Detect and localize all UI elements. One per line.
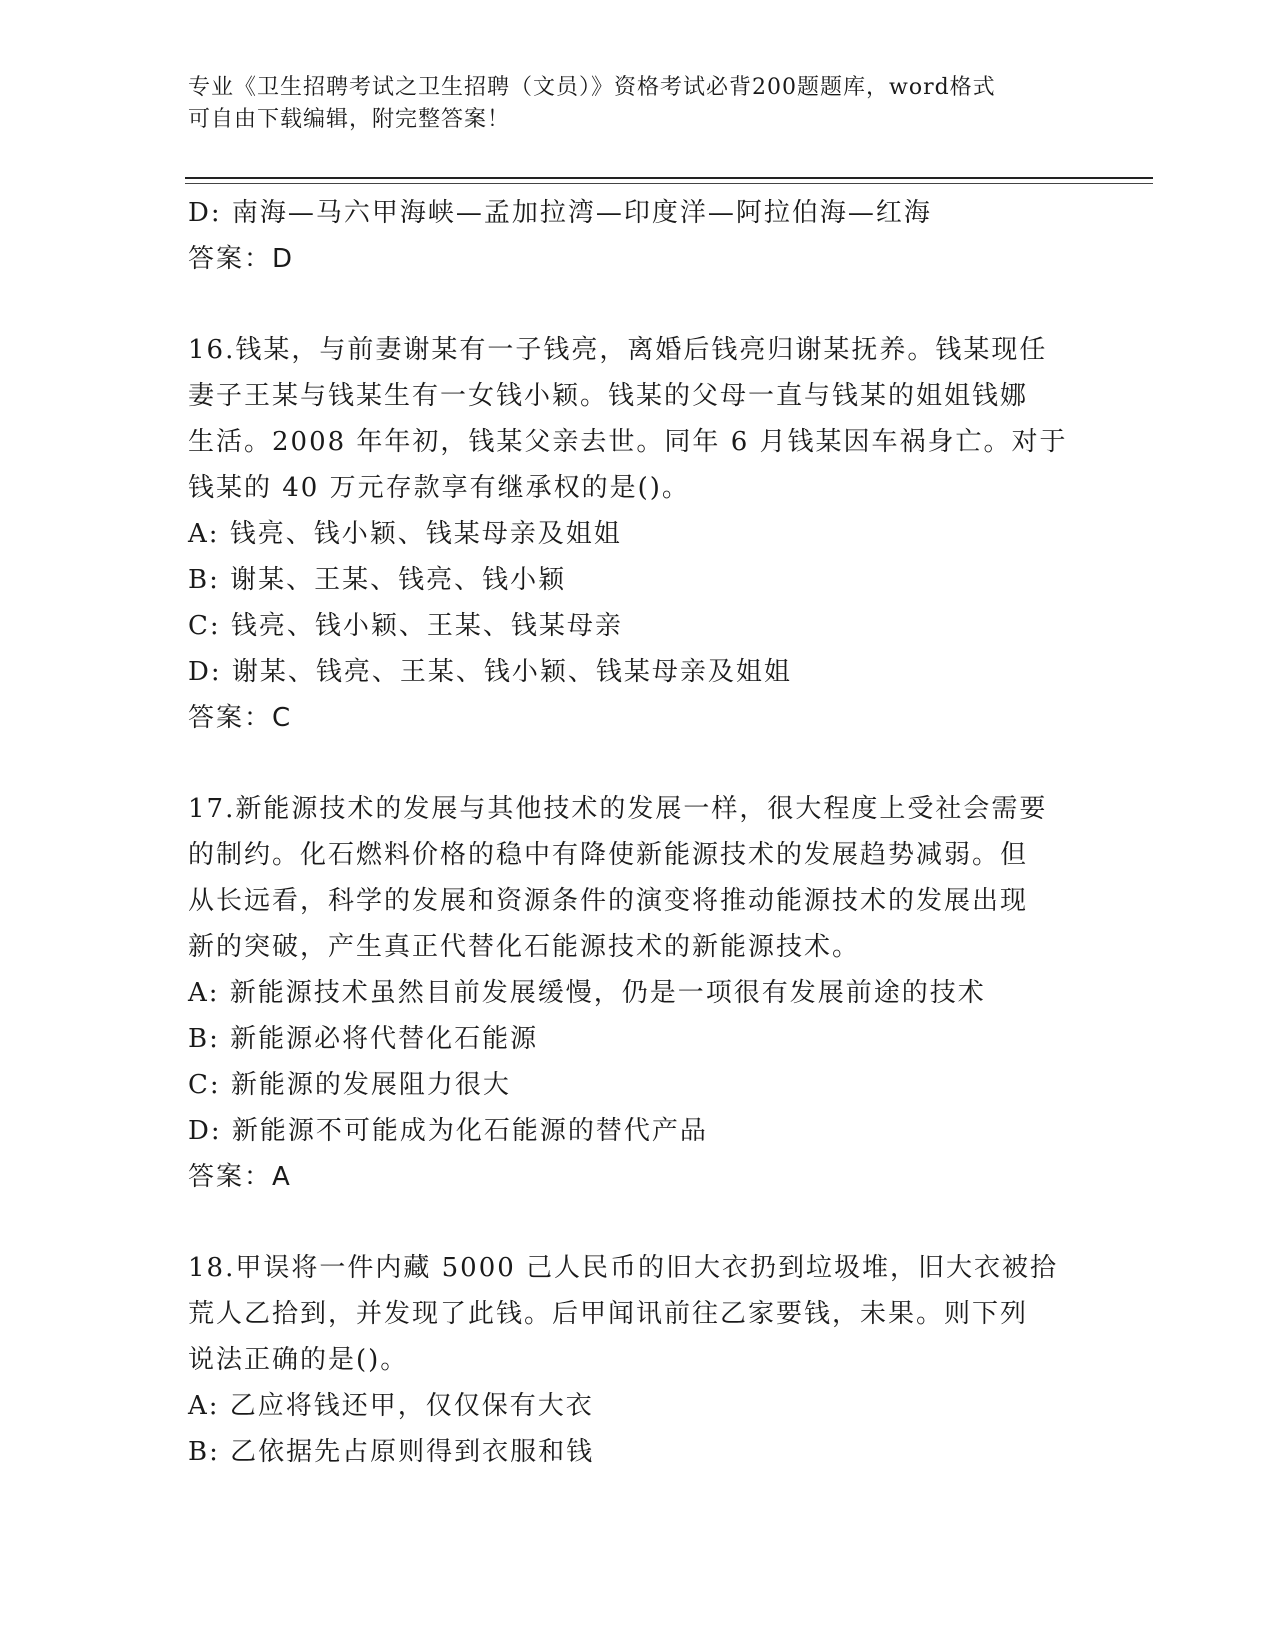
- option-d: D: 新能源不可能成为化石能源的替代产品: [188, 1116, 708, 1146]
- option-c: C: 钱亮、钱小颖、王某、钱某母亲: [188, 611, 623, 641]
- question-text-line: 17.新能源技术的发展与其他技术的发展一样，很大程度上受社会需要: [188, 794, 1048, 824]
- question-16: [188, 327, 1088, 741]
- spacer: [188, 741, 1088, 786]
- question-text-line: 的制约。化石燃料价格的稳中有降使新能源技术的发展趋势减弱。但: [188, 840, 1029, 870]
- answer-label: 答案：A: [188, 1162, 292, 1192]
- question-text-line: 荒人乙拾到，并发现了此钱。后甲闻讯前往乙家要钱，未果。则下列: [188, 1299, 1029, 1329]
- question-text-line: 妻子王某与钱某生有一女钱小颖。钱某的父母一直与钱某的姐姐钱娜: [188, 381, 1029, 411]
- question-text-line: 说法正确的是()。: [188, 1345, 409, 1375]
- option-a: A: 乙应将钱还甲，仅仅保有大衣: [188, 1391, 594, 1421]
- question-text-line: 16.钱某，与前妻谢某有一子钱亮，离婚后钱亮归谢某抚养。钱某现任: [188, 335, 1048, 365]
- document-body: [188, 190, 1088, 1475]
- question-text-line: 从长远看，科学的发展和资源条件的演变将推动能源技术的发展出现: [188, 886, 1029, 916]
- question-text-line: 钱某的 40 万元存款享有继承权的是()。: [188, 473, 690, 503]
- question-text-line: 18.甲误将一件内藏 5000 己人民币的旧大衣扔到垃圾堆，旧大衣被拾: [188, 1253, 1059, 1283]
- spacer: [188, 1200, 1088, 1245]
- header-line-1: 专业《卫生招聘考试之卫生招聘（文员）》资格考试必背200题题库，word格式: [188, 75, 996, 100]
- answer-label: 答案：C: [188, 703, 293, 733]
- question-17: [188, 786, 1088, 1200]
- question-text-line: 新的突破，产生真正代替化石能源技术的新能源技术。: [188, 932, 861, 962]
- answer-label: 答案：D: [188, 244, 295, 274]
- option-b: B: 新能源必将代替化石能源: [188, 1024, 539, 1054]
- option-a: A: 钱亮、钱小颖、钱某母亲及姐姐: [188, 519, 622, 549]
- option-b: B: 谢某、王某、钱亮、钱小颖: [188, 565, 567, 595]
- spacer: [188, 282, 1088, 327]
- question-18: [188, 1245, 1088, 1475]
- option-d: D: 谢某、钱亮、王某、钱小颖、钱某母亲及姐姐: [188, 657, 792, 687]
- header-divider-thick: [185, 177, 1153, 179]
- header-line-2: 可自由下载编辑，附完整答案！: [188, 107, 511, 132]
- header-divider-thin: [185, 183, 1153, 184]
- question-15-tail: [188, 190, 1088, 282]
- document-header: [188, 72, 1068, 136]
- option-b: B: 乙依据先占原则得到衣服和钱: [188, 1437, 595, 1467]
- question-text-line: 生活。2008 年年初，钱某父亲去世。同年 6 月钱某因车祸身亡。对于: [188, 427, 1068, 457]
- option-a: A: 新能源技术虽然目前发展缓慢，仍是一项很有发展前途的技术: [188, 978, 986, 1008]
- option-d: D: 南海—马六甲海峡—孟加拉湾—印度洋—阿拉伯海—红海: [188, 198, 932, 228]
- option-c: C: 新能源的发展阻力很大: [188, 1070, 511, 1100]
